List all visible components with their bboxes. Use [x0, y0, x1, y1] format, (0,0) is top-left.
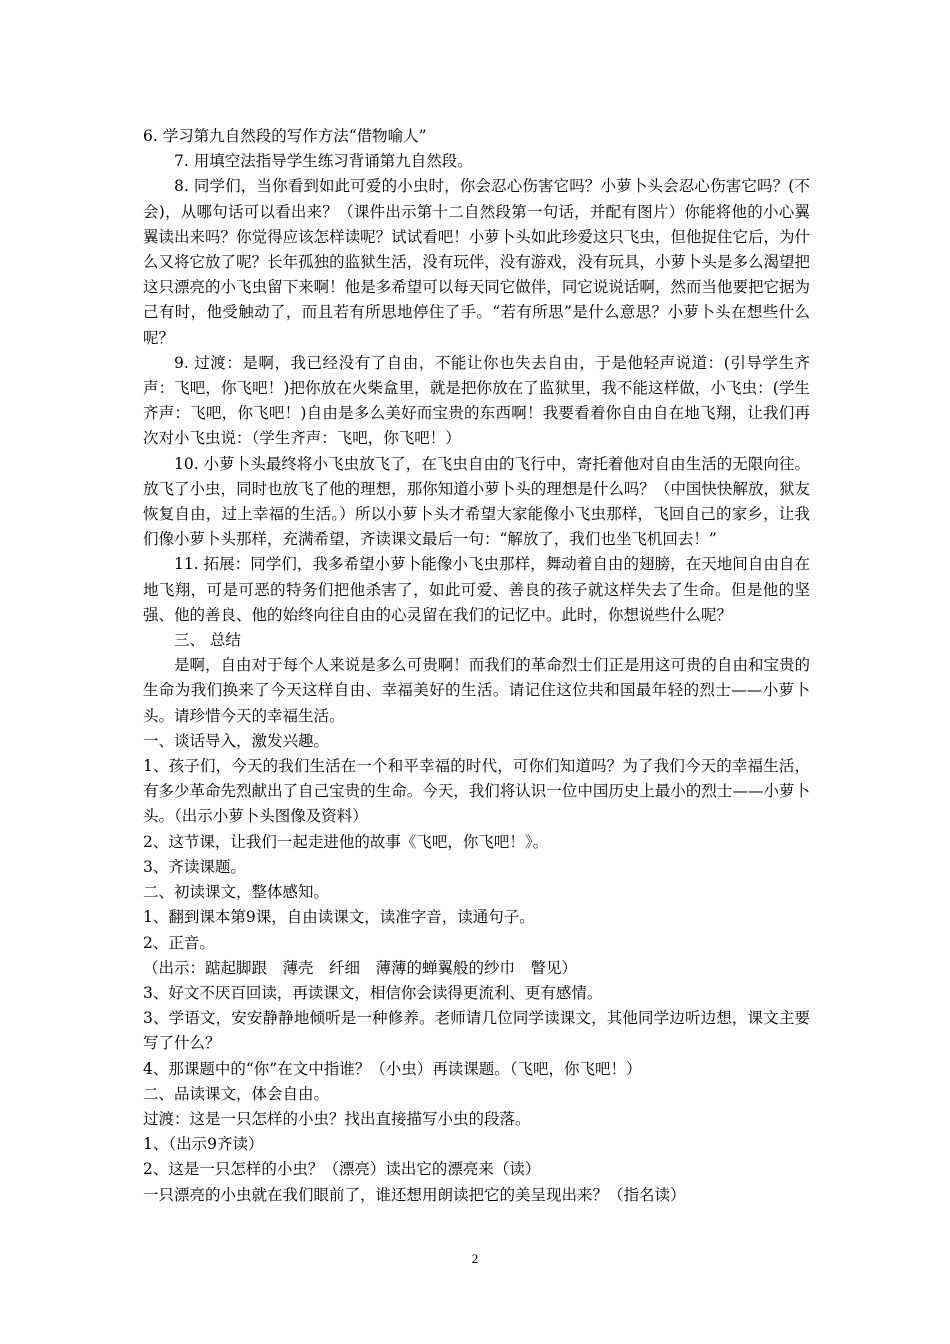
- list-item: 1、（出示9齐读）: [143, 1135, 264, 1154]
- list-item: 1、翻到课本第9课，自由读课文，读准字音，读通句子。: [143, 908, 535, 927]
- paragraph: 10. 小萝卜头最终将小飞虫放飞了，在飞虫自由的飞行中，寄托着他对自由生活的无限向往。放飞了小虫，同时也放飞了他的理想，那你知道小萝卜头的理想是什么吗？（中国快快解放，狱友恢复自由，过上幸福的生活。）所以小萝卜头才希望大家能像小飞虫那样，飞回自己的家乡，让我们像小萝卜头那样，充满希望，齐读课文最后一句：“解放了，我们也坐飞机回去！”: [143, 454, 810, 549]
- list-item: 1、孩子们，今天的我们生活在一个和平幸福的时代，可你们知道吗？为了我们今天的幸福生活，有多少革命先烈献出了自己宝贵的生命。今天，我们将认识一位中国历史上最小的烈士——小萝卜头。（出示小萝卜头图像及资料）: [143, 757, 810, 826]
- section-heading: 一、谈话导入，激发兴趣。: [143, 731, 330, 750]
- paragraph: 11. 拓展：同学们，我多希望小萝卜能像小飞虫那样，舞动着自由的翅膀，在天地间自由自在地飞翔，可是可恶的特务们把他杀害了，如此可爱、善良的孩子就这样失去了生命。但是他的坚强、他的善良、他的始终向往自由的心灵留在我们的记忆中。此时，你想说些什么呢？: [143, 555, 810, 624]
- document-body: [143, 124, 810, 1208]
- paragraph: 是啊，自由对于每个人来说是多么可贵啊！而我们的革命烈士们正是用这可贵的自由和宝贵的生命为我们换来了今天这样自由、幸福美好的生活。请记住这位共和国最年轻的烈士——小萝卜头。请珍惜今天的幸福生活。: [143, 656, 810, 725]
- list-item: 过渡：这是一只怎样的小虫？找出直接描写小虫的段落。: [143, 1109, 531, 1128]
- list-item: 2、这节课，让我们一起走进他的故事《飞吧，你飞吧！》。: [143, 832, 549, 851]
- paragraph: 6. 学习第九自然段的写作方法“借物喻人”: [143, 127, 427, 145]
- page-number: 2: [471, 1251, 479, 1266]
- list-item: 3、学语文，安安静静地倾听是一种修养。老师请几位同学读课文，其他同学边听边想，课文主要写了什么？: [143, 1009, 810, 1053]
- list-item: 3、好文不厌百回读，再读课文，相信你会读得更流利、更有感情。: [143, 983, 603, 1002]
- list-item: 2、正音。: [143, 933, 215, 952]
- section-heading: 二、品读课文，体会自由。: [143, 1084, 330, 1103]
- paragraph: 8. 同学们，当你看到如此可爱的小虫时，你会忍心伤害它吗？小萝卜头会忍心伤害它吗？(不会)，从哪句话可以看出来？（课件出示第十二自然段第一句话，并配有图片）你能将他的小心翼翼读出来吗？你觉得应该怎样读呢？试试看吧！小萝卜头如此珍爱这只飞虫，但他捉住它后，为什么又将它放了呢？长年孤独的监狱生活，没有玩伴，没有游戏，没有玩具，小萝卜头是多么渴望把这只漂亮的小飞虫留下来啊！他是多希望可以每天同它做伴，同它说说话啊，然而当他要把它据为己有时，他受触动了，而且若有所思地停住了手。“若有所思”是什么意思？小萝卜头在想些什么呢？: [143, 177, 810, 347]
- list-item: 4、那课题中的“你”在文中指谁？（小虫）再读课题。（飞吧，你飞吧！）: [143, 1059, 642, 1078]
- list-item: （出示：踮起脚跟 薄壳 纤细 薄薄的蝉翼般的纱巾 瞥见）: [143, 958, 578, 977]
- list-item: 2、这是一只怎样的小虫？（漂亮）读出它的漂亮来（读）: [143, 1160, 541, 1179]
- paragraph: 7. 用填空法指导学生练习背诵第九自然段。: [174, 152, 473, 171]
- section-heading: 二、初读课文，整体感知。: [143, 883, 330, 902]
- section-heading: 三、 总结: [174, 631, 241, 650]
- paragraph: 9. 过渡：是啊，我已经没有了自由，不能让你也失去自由，于是他轻声说道：(引导学生齐声：飞吧，你飞吧！)把你放在火柴盒里，就是把你放在了监狱里，我不能这样做，小飞虫：(学生齐声：飞吧，你飞吧！)自由是多么美好而宝贵的东西啊！我要看着你自由自在地飞翔，让我们再次对小飞虫说：（学生齐声：飞吧，你飞吧！）: [143, 353, 810, 448]
- list-item: 3、齐读课题。: [143, 857, 246, 876]
- list-item: 一只漂亮的小虫就在我们眼前了，谁还想用朗读把它的美呈现出来？（指名读）: [143, 1185, 686, 1204]
